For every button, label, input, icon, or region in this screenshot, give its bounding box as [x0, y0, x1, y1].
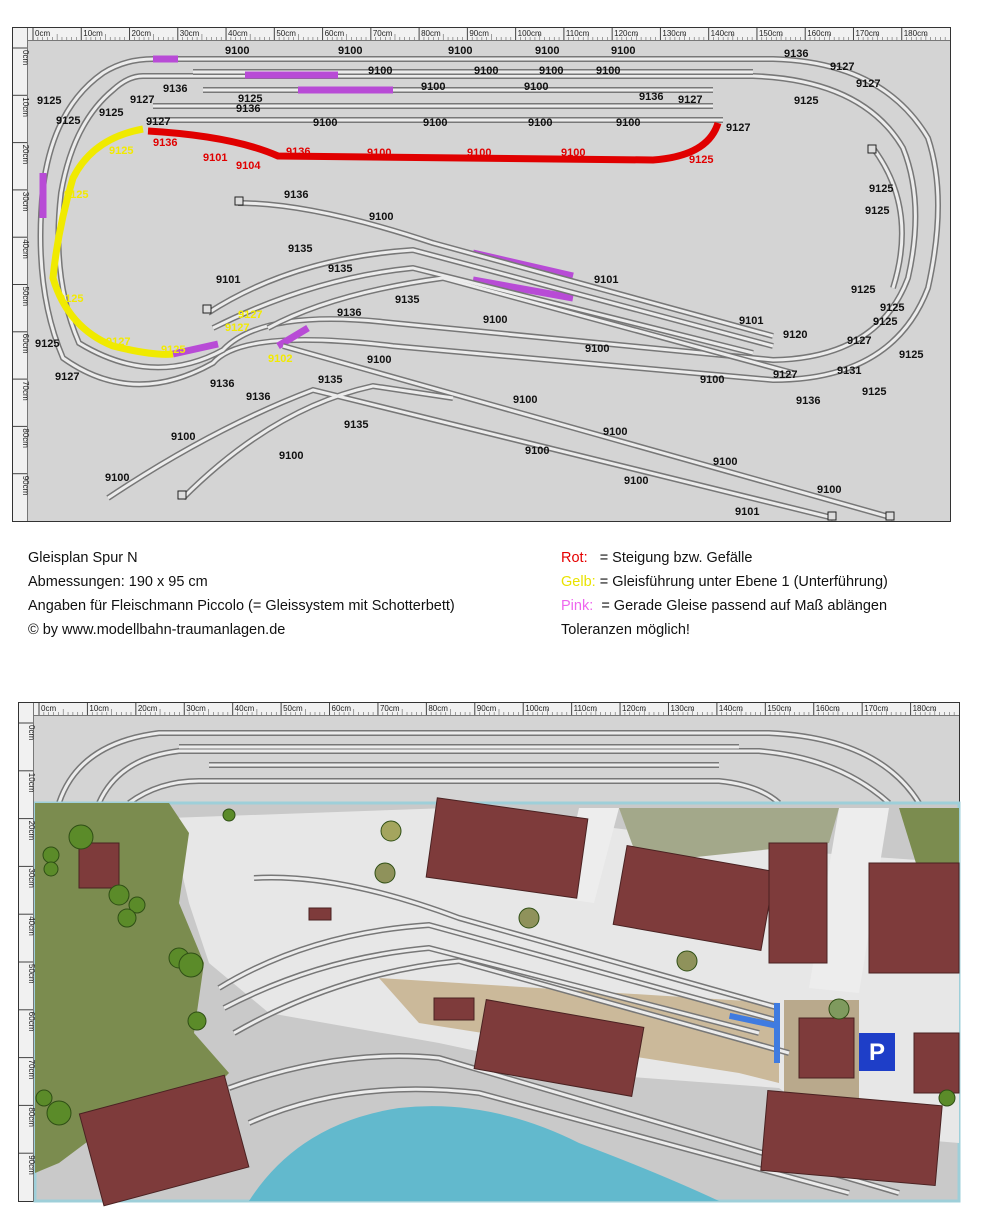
ruler-top — [13, 28, 950, 41]
track-piece-label: 9101 — [735, 506, 760, 518]
track-piece-label: 9125 — [873, 316, 898, 328]
ruler-x-label: 0cm — [41, 704, 57, 713]
track-piece-label: 9125 — [880, 302, 905, 314]
track-piece-label: 9100 — [467, 147, 492, 159]
track-piece-label: 9136 — [236, 103, 261, 115]
track-piece-label: 9100 — [561, 147, 586, 159]
track-piece-label: 9100 — [624, 475, 649, 487]
track-piece-label: 9100 — [539, 65, 564, 77]
track-piece-label: 9100 — [603, 426, 628, 438]
track-piece-label: 9100 — [611, 45, 636, 57]
ruler-y-label: 80cm — [21, 428, 30, 448]
track-piece-label: 9136 — [153, 137, 178, 149]
color-legend — [561, 546, 888, 642]
track-piece-label: 9100 — [279, 450, 304, 462]
track-piece-label: 9100 — [367, 354, 392, 366]
ruler-x-label: 80cm — [428, 704, 448, 713]
ruler-y-label: 30cm — [21, 191, 30, 212]
track-piece-label: 9127 — [830, 61, 855, 73]
track-piece-label: 9125 — [64, 189, 89, 201]
ruler-x-label: 100cm — [517, 29, 542, 38]
track-piece-label: 9100 — [338, 45, 363, 57]
track-piece-label: 9101 — [203, 152, 228, 164]
track-piece-label: 9100 — [483, 314, 508, 326]
track-piece-label: 9136 — [284, 189, 309, 201]
track-piece-label: 9100 — [369, 211, 394, 223]
track-piece-label: 9136 — [210, 378, 235, 390]
ruler-x-label: 130cm — [662, 29, 687, 38]
track-plan-svg — [13, 28, 950, 521]
track-piece-label: 9135 — [344, 419, 369, 431]
track-piece-label: 9100 — [448, 45, 473, 57]
ruler-x-label: 90cm — [469, 29, 489, 38]
track-piece-label: 9125 — [161, 344, 186, 356]
ruler-x-label: 90cm — [476, 704, 497, 713]
track-piece-label: 9100 — [171, 431, 196, 443]
track-piece-label: 9100 — [423, 117, 448, 129]
scenery-plan — [18, 702, 960, 1202]
track-piece-label: 9136 — [784, 48, 809, 60]
ruler-y-label: 10cm — [27, 772, 36, 793]
track-piece-label: 9104 — [236, 160, 261, 172]
track-piece-label: 9125 — [869, 183, 894, 195]
ruler-x-label: 110cm — [565, 29, 590, 38]
ruler-x-label: 40cm — [234, 704, 255, 713]
track-piece-label: 9125 — [109, 145, 134, 157]
ruler-x-label: 160cm — [807, 29, 832, 38]
track-piece-label: 9136 — [337, 307, 362, 319]
ruler-x-label: 70cm — [379, 704, 400, 713]
track-piece-label: 9125 — [899, 349, 924, 361]
ruler-x-label: 130cm — [670, 704, 695, 713]
ruler-x-label: 170cm — [864, 704, 889, 713]
track-piece-label: 9125 — [851, 284, 876, 296]
track-piece-label: 9127 — [726, 122, 751, 134]
ruler-x-label: 80cm — [421, 29, 441, 38]
track-piece-label: 9127 — [847, 335, 872, 347]
track-piece-label: 9100 — [616, 117, 641, 129]
track-piece-label: 9102 — [268, 353, 293, 365]
ruler-y-label: 0cm — [21, 50, 30, 66]
ruler-y-label: 60cm — [21, 333, 30, 354]
track-piece-label: 9135 — [318, 374, 343, 386]
track-piece-label: 9100 — [596, 65, 621, 77]
plan-info — [28, 546, 455, 642]
ruler-y-label: 60cm — [27, 1011, 36, 1032]
ruler-y-label: 20cm — [21, 144, 30, 165]
ruler-x-label: 150cm — [767, 704, 792, 713]
track-piece-label: 9135 — [288, 243, 313, 255]
ruler-x-label: 140cm — [710, 29, 735, 38]
track-piece-label: 9125 — [238, 93, 263, 105]
track-piece-label: 9100 — [817, 484, 842, 496]
ruler-y-label: 50cm — [21, 286, 30, 307]
track-piece-label: 9125 — [59, 293, 84, 305]
ruler-left — [13, 28, 28, 521]
ruler-x-label: 10cm — [83, 29, 103, 38]
track-piece-label: 9100 — [528, 117, 553, 129]
ruler-x-label: 140cm — [718, 704, 743, 713]
track-piece-label: 9127 — [146, 116, 171, 128]
ruler-y-label: 10cm — [21, 97, 30, 117]
ruler-x-label: 150cm — [758, 29, 783, 38]
scenery-svg — [19, 703, 959, 1201]
track-piece-label: 9135 — [328, 263, 353, 275]
track-piece-label: 9135 — [395, 294, 420, 306]
track-piece-label: 9127 — [856, 78, 881, 90]
legend-yellow-key: Gelb: — [561, 574, 596, 590]
legend-red-key: Rot: — [561, 550, 588, 566]
ruler-y-label: 50cm — [27, 964, 36, 984]
legend-red — [561, 546, 888, 570]
plan-dimensions: Abmessungen: 190 x 95 cm — [28, 574, 208, 590]
track-piece-label: 9100 — [367, 147, 392, 159]
ruler-y-label: 0cm — [27, 725, 36, 741]
parking-sign: P — [868, 1039, 886, 1066]
track-piece-label: 9127 — [106, 336, 131, 348]
ruler-x-label: 30cm — [186, 704, 206, 713]
track-piece-label: 9125 — [99, 107, 124, 119]
ruler-x-label: 30cm — [179, 29, 200, 38]
track-piece-label: 9100 — [513, 394, 538, 406]
plan-title: Gleisplan Spur N — [28, 550, 138, 566]
track-piece-label: 9100 — [225, 45, 250, 57]
track-piece-label: 9100 — [421, 81, 446, 93]
ruler-y-label: 40cm — [27, 916, 36, 936]
track-piece-label: 9125 — [35, 338, 60, 350]
ruler-y-label: 70cm — [21, 381, 30, 401]
track-piece-label: 9127 — [238, 309, 263, 321]
track-piece-label: 9136 — [639, 91, 664, 103]
track-piece-label: 9127 — [225, 322, 250, 334]
ruler-left-2 — [19, 703, 34, 1201]
track-piece-label: 9100 — [713, 456, 738, 468]
ruler-y-label: 80cm — [27, 1107, 36, 1127]
ruler-y-label: 90cm — [27, 1155, 36, 1175]
track-piece-label: 9125 — [37, 95, 62, 107]
ruler-x-label: 0cm — [35, 29, 51, 38]
track-piece-label: 9136 — [246, 391, 271, 403]
legend-pink-text: = Gerade Gleise passend auf Maß ablängen — [601, 598, 888, 614]
track-piece-label: 9125 — [862, 386, 887, 398]
ruler-x-label: 60cm — [324, 29, 345, 38]
track-piece-label: 9136 — [796, 395, 821, 407]
track-piece-label: 9136 — [286, 146, 311, 158]
track-piece-label: 9100 — [525, 445, 550, 457]
track-piece-label: 9131 — [837, 365, 862, 377]
ruler-y-label: 30cm — [27, 868, 36, 888]
track-piece-label: 9100 — [535, 45, 560, 57]
ruler-y-label: 40cm — [21, 239, 30, 259]
track-piece-label: 9127 — [130, 94, 155, 106]
ruler-x-label: 50cm — [283, 704, 303, 713]
ruler-x-label: 20cm — [137, 704, 158, 713]
track-piece-label: 9100 — [585, 343, 610, 355]
ruler-top-2 — [19, 703, 959, 716]
plan-track-system: Angaben für Fleischmann Piccolo (= Gleissystem mit Schotterbett) — [28, 598, 455, 614]
ruler-x-label: 10cm — [89, 704, 109, 713]
ruler-x-label: 180cm — [912, 704, 937, 713]
background-tracks — [59, 733, 919, 803]
track-piece-label: 9125 — [689, 154, 714, 166]
track-piece-label: 9100 — [524, 81, 549, 93]
ruler-x-label: 160cm — [815, 704, 840, 713]
track-piece-label: 9120 — [783, 329, 808, 341]
ruler-y-label: 70cm — [27, 1059, 36, 1080]
ruler-x-label: 110cm — [573, 704, 598, 713]
ruler-x-label: 100cm — [525, 704, 550, 713]
ruler-x-label: 40cm — [228, 29, 248, 38]
track-piece-label: 9101 — [216, 274, 241, 286]
legend-yellow — [561, 570, 888, 594]
track-piece-label: 9100 — [368, 65, 393, 77]
track-plan — [12, 27, 951, 522]
track-piece-label: 9100 — [700, 374, 725, 386]
plan-copyright: © by www.modellbahn-traumanlagen.de — [28, 622, 286, 638]
track-piece-label: 9101 — [594, 274, 619, 286]
legend-note: Toleranzen möglich! — [561, 622, 690, 638]
ruler-y-label: 90cm — [21, 475, 30, 496]
track-piece-label: 9125 — [794, 95, 819, 107]
track-piece-label: 9127 — [55, 371, 80, 383]
ruler-x-label: 60cm — [331, 704, 352, 713]
legend-yellow-text: = Gleisführung unter Ebene 1 (Unterführung) — [599, 574, 888, 590]
ruler-x-label: 170cm — [855, 29, 880, 38]
track-piece-label: 9127 — [678, 94, 703, 106]
track-piece-label: 9127 — [773, 369, 798, 381]
track-piece-label: 9100 — [313, 117, 338, 129]
track-piece-label: 9100 — [474, 65, 499, 77]
track-piece-label: 9100 — [105, 472, 130, 484]
station-canopy — [774, 1003, 780, 1063]
track-piece-label: 9125 — [56, 115, 81, 127]
ruler-x-label: 70cm — [372, 29, 393, 38]
ruler-x-label: 120cm — [614, 29, 639, 38]
track-piece-label: 9101 — [739, 315, 764, 327]
ruler-y-label: 20cm — [27, 820, 36, 841]
ruler-x-label: 20cm — [131, 29, 152, 38]
ruler-x-label: 180cm — [903, 29, 928, 38]
ruler-x-label: 120cm — [622, 704, 647, 713]
track-piece-label: 9125 — [865, 205, 890, 217]
legend-pink — [561, 594, 888, 618]
track-piece-label: 9136 — [163, 83, 188, 95]
ruler-x-label: 50cm — [276, 29, 296, 38]
legend-pink-key: Pink: — [561, 598, 594, 614]
legend-red-text: = Steigung bzw. Gefälle — [599, 550, 753, 566]
